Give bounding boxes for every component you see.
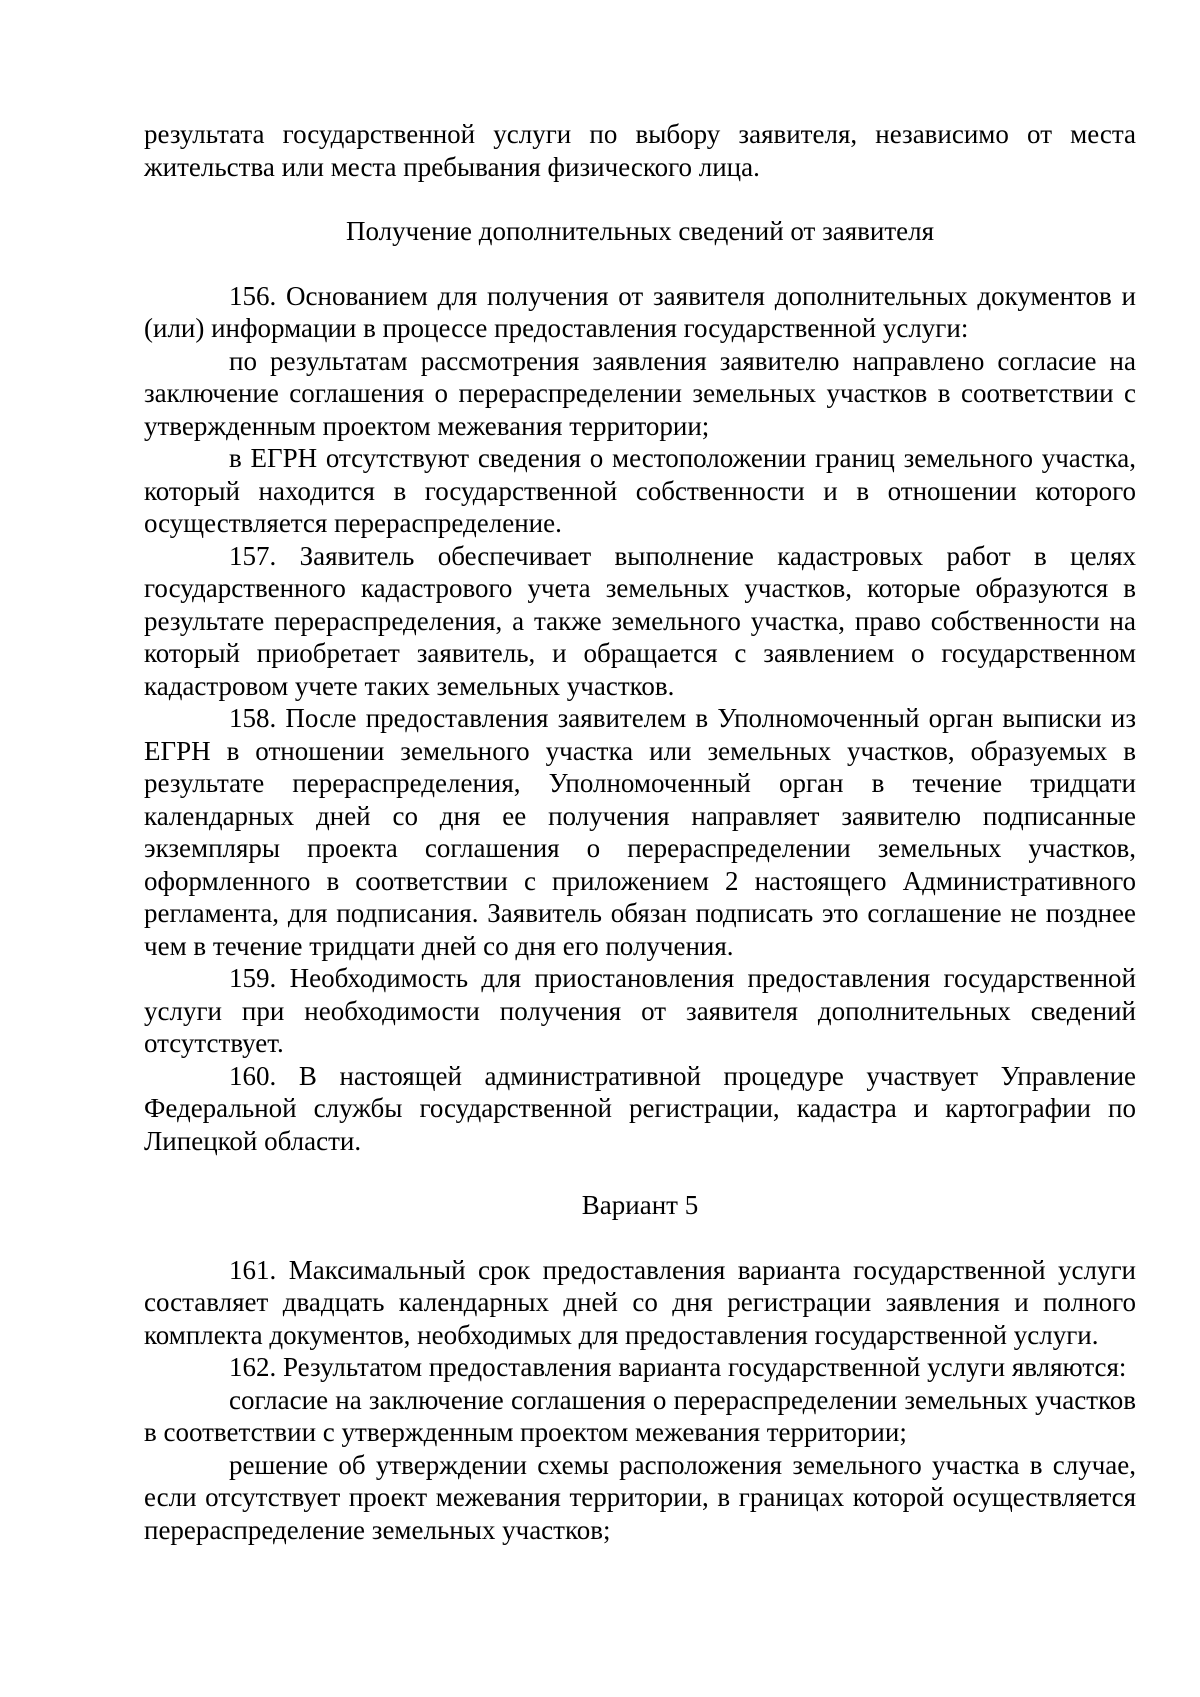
paragraph-162-item-1: согласие на заключение соглашения о перераспределении земельных участков в соответствии с утвержденным проектом межевания территории; xyxy=(144,1384,1136,1447)
paragraph-162-item-2: решение об утверждении схемы расположения земельного участка в случае, если отсутствует проект межевания территории, в границах которой осуществляется перераспределение земельных участков; xyxy=(144,1449,1136,1545)
paragraph-157: 157. Заявитель обеспечивает выполнение кадастровых работ в целях государственного кадастрового учета земельных участков, которые образуются в результате перераспределения, а также земельного участка, право собственности на который приобретает заявитель, и обращается с заявлением о государственном кадастровом учете таких земельных участков. xyxy=(144,540,1136,701)
paragraph-158: 158. После предоставления заявителем в Уполномоченный орган выписки из ЕГРН в отношении земельного участка или земельных участков, образуемых в результате перераспределения, Уполномоченный орган в течение тридцати календарных дней со дня ее получения направляет заявителю подписанные экземпляры проекта соглашения о перераспределении земельных участков, оформленного в соответствии с приложением 2 настоящего Административного регламента, для подписания. Заявитель обязан подписать это соглашение не позднее чем в течение тридцати дней со дня его получения. xyxy=(144,703,1136,961)
paragraph-156-item-1: по результатам рассмотрения заявления заявителю направлено согласие на заключение соглашения о перераспределении земельных участков в соответствии с утвержденным проектом межевания территории; xyxy=(144,345,1136,441)
document-page xyxy=(144,118,1136,1546)
paragraph-160: 160. В настоящей административной процедуре участвует Управление Федеральной службы государственной регистрации, кадастра и картографии по Липецкой области. xyxy=(144,1060,1136,1156)
section-heading-variant-5: Вариант 5 xyxy=(581,1190,699,1220)
paragraph-162: 162. Результатом предоставления варианта государственной услуги являются: xyxy=(229,1352,1127,1382)
continuation-paragraph: результата государственной услуги по выбору заявителя, независимо от места жительства или места пребывания физического лица. xyxy=(144,119,1136,182)
paragraph-159: 159. Необходимость для приостановления предоставления государственной услуги при необходимости получения от заявителя дополнительных сведений отсутствует. xyxy=(144,963,1136,1058)
paragraph-156: 156. Основанием для получения от заявителя дополнительных документов и (или) информации в процессе предоставления государственной услуги: xyxy=(144,280,1136,343)
paragraph-156-item-2: в ЕГРН отсутствуют сведения о местоположении границ земельного участка, который находится в государственной собственности и в отношении которого осуществляется перераспределение. xyxy=(144,443,1136,538)
section-heading-additional-info: Получение дополнительных сведений от заявителя xyxy=(345,216,935,246)
paragraph-161: 161. Максимальный срок предоставления варианта государственной услуги составляет двадцать календарных дней со дня регистрации заявления и полного комплекта документов, необходимых для предоставления государственной услуги. xyxy=(144,1254,1136,1350)
